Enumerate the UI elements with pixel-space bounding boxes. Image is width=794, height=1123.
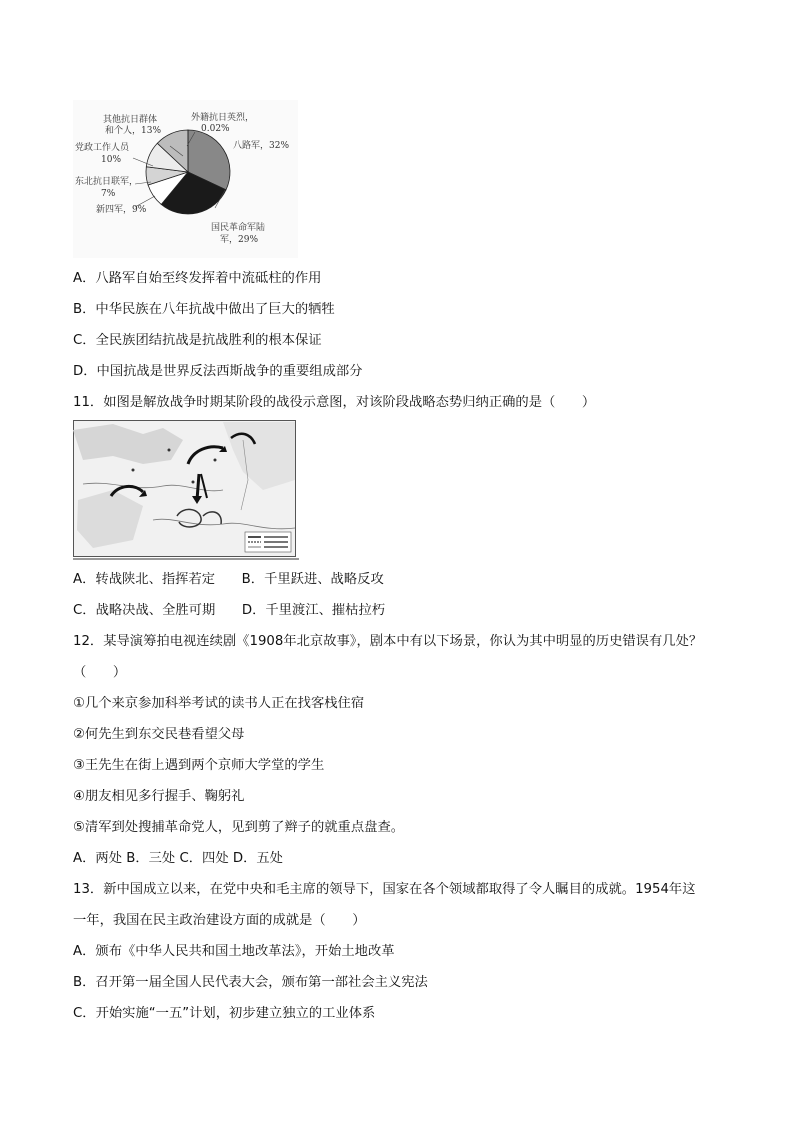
q12-scene-2: ②何先生到东交民巷看望父母	[73, 727, 245, 742]
q12-scene-5: ⑤清军到处搜捕革命党人，见到剪了辫子的就重点盘查。	[73, 820, 405, 835]
q11-options-ab: A．转战陕北、指挥若定 B．千里跃进、战略反攻	[73, 572, 384, 587]
q13-stem-1: 13．新中国成立以来，在党中央和毛主席的领导下，国家在各个领域都取得了令人瞩目的成就。1954年这	[73, 882, 696, 897]
label-party-2: 10%	[101, 155, 122, 165]
q12-scene-1: ①几个来京参加科举考试的读书人正在找客栈住宿	[73, 696, 365, 711]
label-nra-2: 军，29%	[220, 235, 259, 245]
label-nra-1: 国民革命军陆	[211, 223, 266, 233]
q12-options: A．两处 B．三处 C．四处 D．五处	[73, 851, 283, 866]
q12-stem: 12．某导演筹拍电视连续剧《1908年北京故事》，剧本中有以下场景，你认为其中明显的历史错误有几处？	[73, 634, 703, 649]
q13-option-a: A．颁布《中华人民共和国土地改革法》，开始土地改革	[73, 944, 395, 959]
q13-option-b: B．召开第一届全国人民代表大会，颁布第一部社会主义宪法	[73, 975, 428, 990]
label-foreign-1: 外籍抗日英烈，	[191, 113, 255, 123]
q11-options-cd: C．战略决战、全胜可期 D．千里渡江、摧枯拉朽	[73, 603, 386, 618]
q12-scene-3: ③王先生在街上遇到两个京师大学堂的学生	[73, 758, 325, 773]
label-eighth: 八路军，32%	[233, 141, 290, 151]
label-foreign-2: 0.02%	[201, 124, 230, 134]
q10-option-d: D．中国抗战是世界反法西斯战争的重要组成部分	[73, 364, 363, 379]
label-n4a: 新四军，9%	[96, 205, 147, 215]
label-northeast-2: 7%	[101, 189, 116, 199]
pie-chart-figure	[73, 100, 298, 258]
q10-option-a: A．八路军自始至终发挥着中流砥柱的作用	[73, 271, 322, 286]
pie-chart	[73, 100, 298, 258]
q13-stem-2: 一年，我国在民主政治建设方面的成就是（ ）	[73, 913, 366, 928]
label-other-2: 和个人，13%	[105, 126, 162, 136]
battle-map-figure	[73, 420, 299, 560]
q13-option-c: C．开始实施“一五”计划，初步建立独立的工业体系	[73, 1006, 376, 1021]
q10-option-c: C．全民族团结抗战是抗战胜利的根本保证	[73, 333, 322, 348]
q12-paren: （ ）	[73, 665, 127, 680]
q12-scene-4: ④朋友相见多行握手、鞠躬礼	[73, 789, 245, 804]
label-party-1: 党政工作人员	[75, 143, 130, 153]
q10-option-b: B．中华民族在八年抗战中做出了巨大的牺牲	[73, 302, 335, 317]
q11-stem: 11．如图是解放战争时期某阶段的战役示意图，对该阶段战略态势归纳正确的是（ ）	[73, 395, 596, 410]
battle-map	[73, 420, 299, 560]
label-other-1: 其他抗日群体	[103, 115, 158, 125]
label-northeast-1: 东北抗日联军，	[75, 177, 139, 187]
